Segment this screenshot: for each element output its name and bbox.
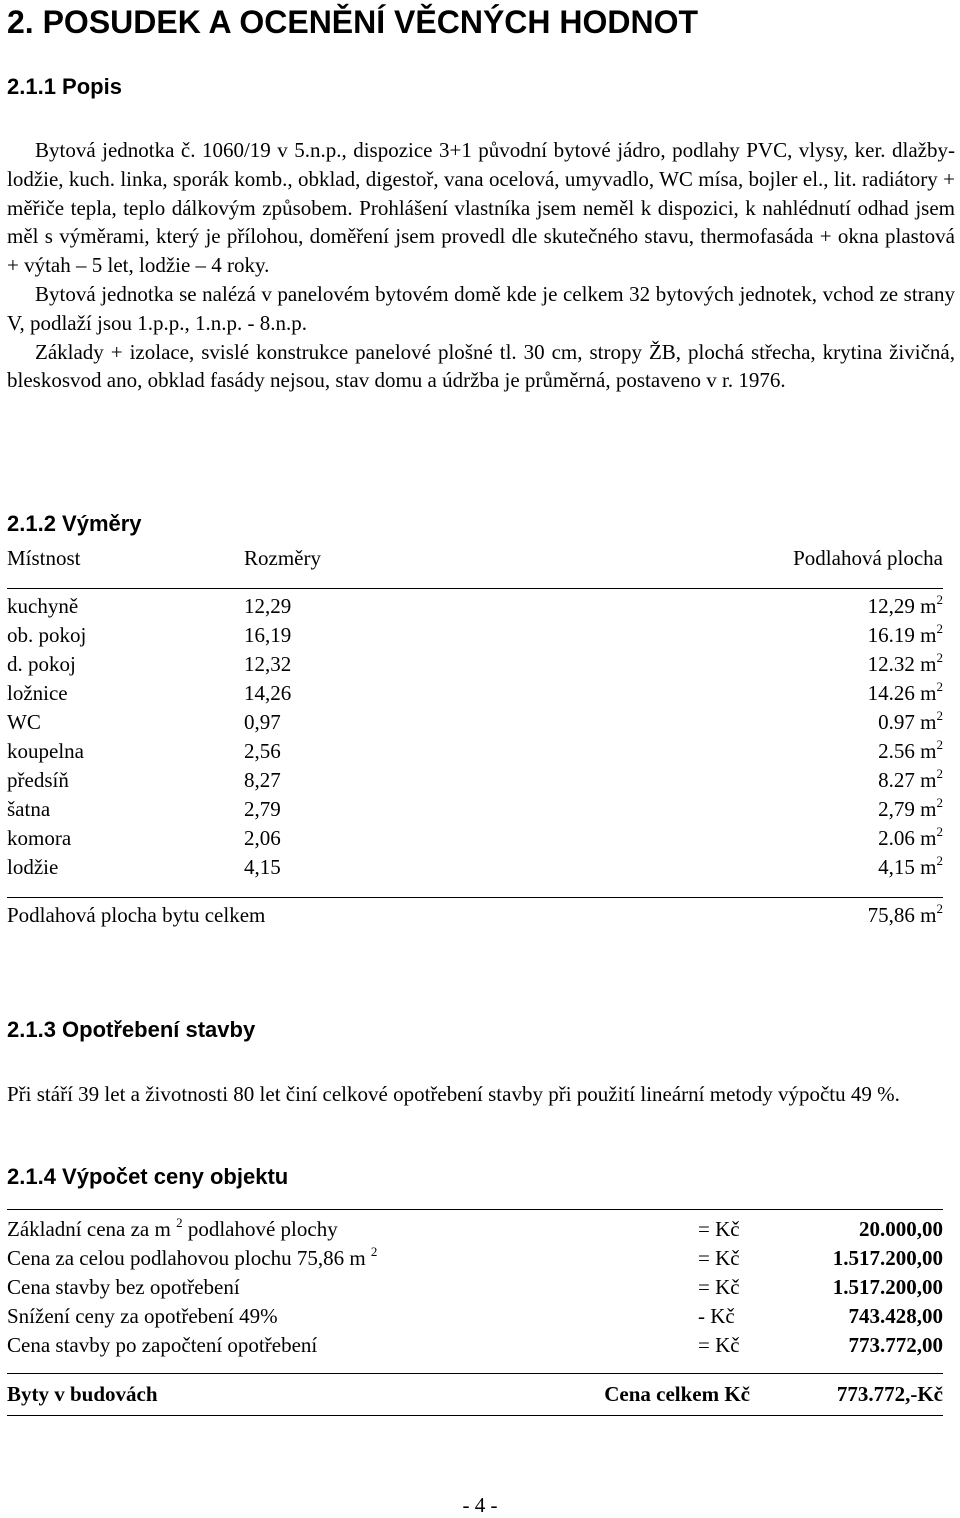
calc-label: Cena stavby po započtení opotřebení bbox=[7, 1333, 318, 1357]
calc-label-part: Cena za celou podlahovou plochu 75,86 m bbox=[7, 1246, 366, 1270]
table-row bbox=[7, 594, 943, 623]
room-area-number: 2.56 bbox=[878, 739, 915, 763]
table-row bbox=[7, 826, 943, 855]
table-divider bbox=[7, 1209, 943, 1210]
calc-amount: 743.428,00 bbox=[848, 1304, 943, 1328]
room-area bbox=[868, 594, 943, 619]
room-name: ložnice bbox=[7, 681, 68, 705]
table-row bbox=[7, 623, 943, 652]
calc-row-wear-reduction bbox=[7, 1304, 943, 1333]
calc-label bbox=[7, 1217, 338, 1242]
room-area bbox=[868, 681, 943, 706]
column-header-room: Místnost bbox=[7, 546, 81, 570]
calc-row-total-area-price bbox=[7, 1246, 943, 1275]
room-dimensions: 8,27 bbox=[244, 768, 281, 792]
room-area-unit: m bbox=[920, 797, 937, 821]
room-name: WC bbox=[7, 710, 41, 734]
opotrebeni-text: Při stáří 39 let a životnosti 80 let činí celkové opotřebení stavby při použití lineární metody výpočtu 49 %. bbox=[7, 1082, 900, 1106]
section-title-popis: 2.1.1 Popis bbox=[7, 74, 122, 99]
calc-sign: = Kč bbox=[698, 1217, 740, 1241]
room-area-unit: m bbox=[920, 768, 937, 792]
summary-label: Byty v budovách bbox=[7, 1382, 158, 1406]
column-header-dimensions: Rozměry bbox=[244, 546, 321, 570]
room-dimensions: 2,06 bbox=[244, 826, 281, 850]
room-area-number: 14.26 bbox=[867, 681, 915, 705]
calc-label-part: Základní cena za m bbox=[7, 1217, 171, 1241]
table-row bbox=[7, 855, 943, 884]
room-area-unit: m bbox=[920, 681, 937, 705]
room-area-unit-exponent: 2 bbox=[936, 795, 943, 810]
page-number: - 4 - bbox=[462, 1493, 498, 1517]
total-area-unit-exponent: 2 bbox=[936, 901, 943, 916]
column-header-floor-area: Podlahová plocha bbox=[793, 546, 943, 570]
room-dimensions: 2,56 bbox=[244, 739, 281, 763]
calc-amount: 1.517.200,00 bbox=[832, 1275, 943, 1299]
room-dimensions: 16,19 bbox=[244, 623, 292, 647]
calc-amount: 1.517.200,00 bbox=[832, 1246, 943, 1270]
room-name: šatna bbox=[7, 797, 51, 821]
room-name: d. pokoj bbox=[7, 652, 76, 676]
section-title-vymery: 2.1.2 Výměry bbox=[7, 511, 142, 536]
room-area bbox=[868, 652, 943, 677]
room-area bbox=[878, 739, 943, 764]
room-dimensions: 12,29 bbox=[244, 594, 292, 618]
room-area-unit: m bbox=[920, 594, 937, 618]
room-area-unit-exponent: 2 bbox=[936, 766, 943, 781]
table-row bbox=[7, 797, 943, 826]
table-row bbox=[7, 652, 943, 681]
calc-label: Snížení ceny za opotřebení 49% bbox=[7, 1304, 278, 1328]
total-area-unit: m bbox=[920, 903, 937, 927]
popis-paragraph-1: Bytová jednotka č. 1060/19 v 5.n.p., dispozice 3+1 původní bytové jádro, podlahy PVC, vlysy, ker. dlažby-lodžie, kuch. linka, sporák komb., obklad, digestoř, vana ocelová, umyvadlo, WC mísa, bojler el., lit. radiátory + měřiče tepla, teplo dálkovým způsobem. Prohlášení vlastníka jsem neměl k dispozici, k nahlédnutí odhad jsem měl s výměrami, který je přílohou, doměření jsem provedl dle skutečného stavu, thermofasáda + okna plastová + výtah – 5 let, lodžie – 4 roky. bbox=[7, 138, 955, 278]
table-divider bbox=[7, 1415, 943, 1416]
table-divider bbox=[7, 897, 943, 898]
popis-paragraph-3: Základy + izolace, svislé konstrukce panelové plošné tl. 30 cm, stropy ŽB, plochá střecha, krytina živičná, bleskosvod ano, obklad fasády nejsou, stav domu a údržba je průměrná, postaveno v r. 1976. bbox=[7, 339, 955, 393]
room-area-unit-exponent: 2 bbox=[936, 824, 943, 839]
room-area-unit-exponent: 2 bbox=[936, 592, 943, 607]
room-dimensions: 4,15 bbox=[244, 855, 281, 879]
room-area-unit-exponent: 2 bbox=[936, 650, 943, 665]
room-dimensions: 2,79 bbox=[244, 797, 281, 821]
room-dimensions: 12,32 bbox=[244, 652, 292, 676]
room-area-unit-exponent: 2 bbox=[936, 679, 943, 694]
calc-label: Cena stavby bez opotřebení bbox=[7, 1275, 240, 1299]
calc-amount: 773.772,00 bbox=[848, 1333, 943, 1357]
room-area-number: 12,29 bbox=[867, 594, 915, 618]
calc-sign: = Kč bbox=[698, 1275, 740, 1299]
calc-label bbox=[7, 1246, 377, 1271]
room-area-number: 0.97 bbox=[878, 710, 915, 734]
calc-sign: = Kč bbox=[698, 1333, 740, 1357]
room-area bbox=[878, 855, 943, 880]
room-area bbox=[878, 797, 943, 822]
room-dimensions: 14,26 bbox=[244, 681, 292, 705]
room-area-unit: m bbox=[920, 739, 937, 763]
summary-value: 773.772,-Kč bbox=[836, 1382, 943, 1406]
room-area-unit: m bbox=[920, 826, 937, 850]
total-area-number: 75,86 bbox=[867, 903, 915, 927]
room-area-number: 12.32 bbox=[867, 652, 915, 676]
table-divider bbox=[7, 588, 943, 589]
room-area-unit: m bbox=[920, 710, 937, 734]
room-area-unit: m bbox=[920, 652, 937, 676]
summary-mid-label: Cena celkem Kč bbox=[604, 1382, 750, 1406]
table-row bbox=[7, 681, 943, 710]
calc-label-part: podlahové plochy bbox=[182, 1217, 338, 1241]
room-area-number: 2,79 bbox=[878, 797, 915, 821]
unit-exponent: 2 bbox=[370, 1244, 378, 1259]
calc-row-base-price bbox=[7, 1217, 943, 1246]
room-area-number: 8.27 bbox=[878, 768, 915, 792]
room-area-number: 2.06 bbox=[878, 826, 915, 850]
room-area bbox=[878, 768, 943, 793]
total-label: Podlahová plocha bytu celkem bbox=[7, 903, 266, 927]
calc-amount: 20.000,00 bbox=[859, 1217, 943, 1241]
room-area-unit-exponent: 2 bbox=[936, 853, 943, 868]
popis-paragraph-2: Bytová jednotka se nalézá v panelovém bytovém domě kde je celkem 32 bytových jednotek, vchod ze strany V, podlaží jsou 1.p.p., 1.n.p. - 8.n.p. bbox=[7, 281, 955, 335]
room-area-unit: m bbox=[920, 855, 937, 879]
room-area bbox=[878, 826, 943, 851]
popis-paragraphs bbox=[7, 136, 955, 395]
room-name: ob. pokoj bbox=[7, 623, 87, 647]
calc-sign: - Kč bbox=[698, 1304, 735, 1328]
table-row bbox=[7, 739, 943, 768]
calc-summary-row bbox=[7, 1382, 943, 1411]
room-area-number: 16.19 bbox=[867, 623, 915, 647]
table-row bbox=[7, 768, 943, 797]
total-value bbox=[868, 903, 943, 928]
room-area-number: 4,15 bbox=[878, 855, 915, 879]
room-name: kuchyně bbox=[7, 594, 79, 618]
room-dimensions: 0,97 bbox=[244, 710, 281, 734]
calc-row-price-no-wear bbox=[7, 1275, 943, 1304]
table-row bbox=[7, 710, 943, 739]
room-area bbox=[878, 710, 943, 735]
table-divider bbox=[7, 1373, 943, 1374]
room-area-unit-exponent: 2 bbox=[936, 708, 943, 723]
room-area-unit: m bbox=[920, 623, 937, 647]
calc-row-price-after-wear bbox=[7, 1333, 943, 1362]
vymery-total-row bbox=[7, 903, 943, 932]
room-area bbox=[868, 623, 943, 648]
calc-sign: = Kč bbox=[698, 1246, 740, 1270]
room-name: koupelna bbox=[7, 739, 84, 763]
room-name: předsíň bbox=[7, 768, 69, 792]
section-title-vypocet: 2.1.4 Výpočet ceny objektu bbox=[7, 1164, 289, 1189]
room-area-unit-exponent: 2 bbox=[936, 737, 943, 752]
unit-exponent: 2 bbox=[176, 1215, 183, 1230]
section-title-opotrebeni: 2.1.3 Opotřebení stavby bbox=[7, 1017, 256, 1042]
room-name: lodžie bbox=[7, 855, 59, 879]
room-area-unit-exponent: 2 bbox=[936, 621, 943, 636]
document-heading: 2. POSUDEK A OCENĚNÍ VĚCNÝCH HODNOT bbox=[7, 4, 699, 40]
room-name: komora bbox=[7, 826, 72, 850]
vymery-header-row bbox=[7, 546, 943, 575]
